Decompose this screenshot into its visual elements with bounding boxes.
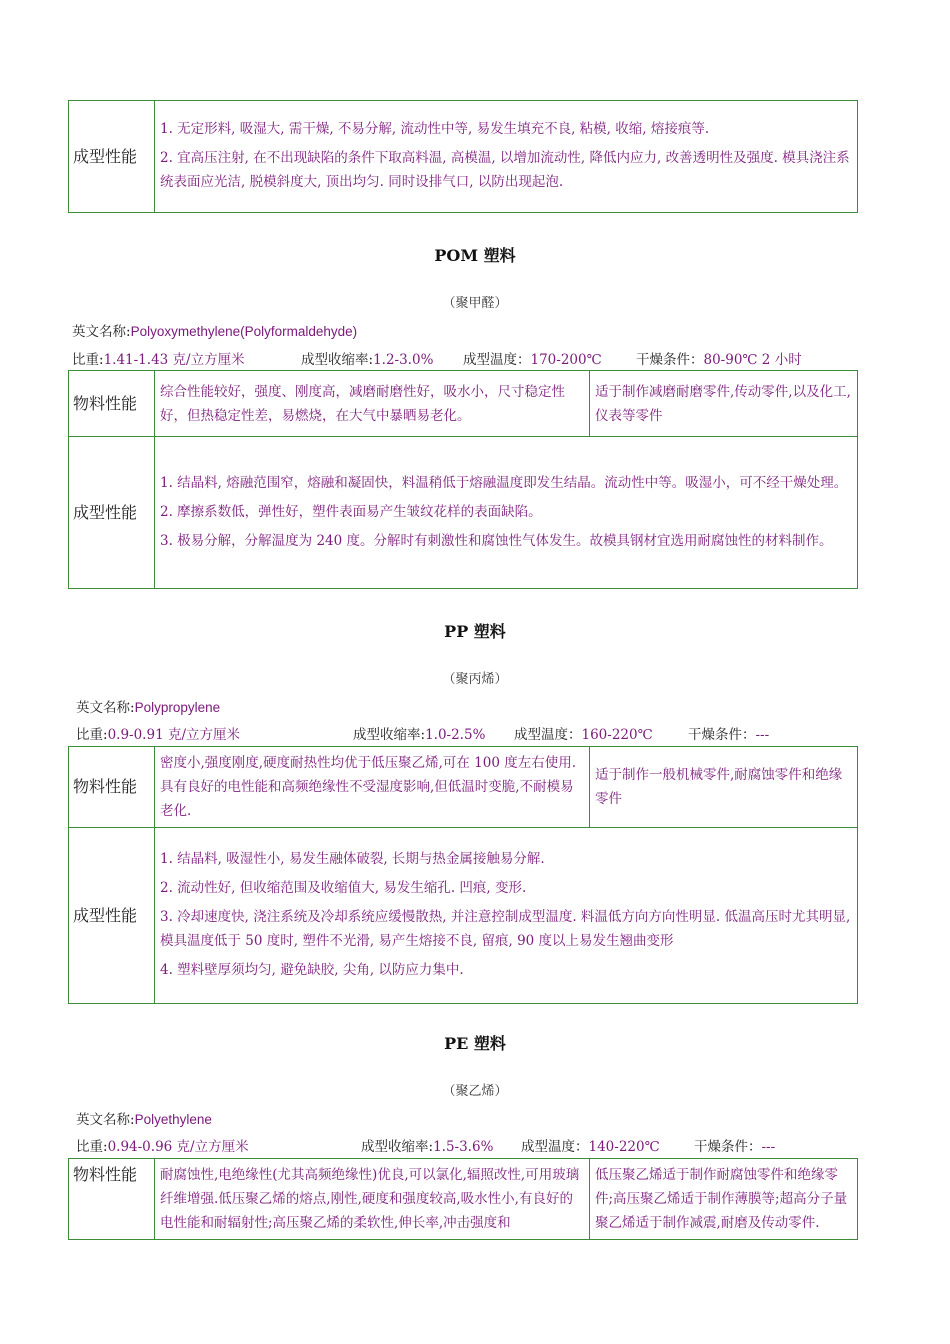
material-label: 物料性能 [69, 747, 155, 828]
pe-temp-line [521, 1135, 660, 1155]
pp-english-line [76, 696, 220, 716]
molding-label: 成型性能 [69, 101, 155, 213]
molding-item: 2. 摩擦系数低，弹性好，塑件表面易产生皱纹花样的表面缺陷。 [160, 503, 542, 520]
pp-density-line [76, 723, 240, 743]
molding-label: 成型性能 [69, 437, 155, 589]
pom-material-use: 适于制作减磨耐磨零件,传动零件,以及化工,仪表等零件 [590, 371, 858, 437]
dry-label: 干燥条件： [688, 727, 756, 743]
pp-material-use: 适于制作一般机械零件,耐腐蚀零件和绝缘零件 [590, 747, 858, 828]
pp-subtitle: （聚丙烯） [442, 672, 508, 687]
shrink-label: 成型收缩率: [361, 1139, 434, 1155]
pp-title: PP 塑料 [444, 622, 506, 641]
top-molding-table [68, 100, 858, 213]
shrink-label: 成型收缩率: [353, 727, 426, 743]
pp-material-desc: 密度小,强度刚度,硬度耐热性均优于低压聚乙烯,可在 100 度左右使用.具有良好的电性能和高频绝缘性不受湿度影响,但低温时变脆,不耐模易老化. [155, 747, 590, 828]
pp-table [68, 746, 858, 1004]
molding-item: 4. 塑料壁厚须均匀, 避免缺胶, 尖角, 以防应力集中. [160, 962, 464, 978]
pe-shrink: 1.5-3.6% [433, 1139, 494, 1155]
pom-title: POM 塑料 [434, 246, 516, 265]
material-label: 物料性能 [69, 371, 155, 437]
pe-subtitle: （聚乙烯） [442, 1084, 508, 1099]
molding-desc [155, 101, 858, 213]
pe-material-use: 低压聚乙烯适于制作耐腐蚀零件和绝缘零件;高压聚乙烯适于制作薄膜等;超高分子量聚乙烯适于制作减震,耐磨及传动零件. [590, 1159, 858, 1240]
pe-material-desc: 耐腐蚀性,电绝缘性(尤其高频绝缘性)优良,可以氯化,辐照改性,可用玻璃纤维增强.低压聚乙烯的熔点,刚性,硬度和强度较高,吸水性小,有良好的电性能和耐辐射性;高压聚乙烯的柔软性,伸长率,冲击强度和 [155, 1159, 590, 1240]
pom-temp: 170-200℃ [530, 352, 602, 368]
pom-shrink: 1.2-3.0% [373, 352, 434, 368]
pp-molding-desc [155, 828, 858, 1004]
pe-dry: --- [761, 1139, 776, 1155]
molding-item: 3. 极易分解，分解温度为 240 度。分解时有刺激性和腐蚀性气体发生。故模具钢材宜选用耐腐蚀性的材料制作。 [160, 532, 833, 549]
density-label: 比重: [72, 352, 104, 368]
pp-density: 0.9-0.91 克/立方厘米 [107, 727, 240, 743]
shrink-label: 成型收缩率: [301, 352, 374, 368]
density-label: 比重: [76, 727, 108, 743]
english-name-label: 英文名称: [72, 324, 131, 340]
pe-shrink-line [361, 1135, 493, 1155]
pom-table [68, 370, 858, 589]
dry-label: 干燥条件： [636, 352, 704, 368]
temp-label: 成型温度： [463, 352, 531, 368]
pe-density: 0.94-0.96 克/立方厘米 [107, 1139, 249, 1155]
molding-item: 1. 无定形料, 吸湿大, 需干燥, 不易分解, 流动性中等, 易发生填充不良, 粘模, 收缩, 熔接痕等. [160, 121, 710, 137]
temp-label: 成型温度： [514, 727, 582, 743]
pe-english-line [76, 1108, 212, 1128]
pp-dry-line [688, 723, 769, 743]
molding-item: 2. 宜高压注射, 在不出现缺陷的条件下取高料温, 高模温, 以增加流动性, 降低内应力, 改善透明性及强度. 模具浇注系统表面应光洁, 脱模斜度大, 顶出均匀. 同时设排气口, 以防出现起泡. [160, 150, 850, 190]
pom-molding-desc [155, 437, 858, 589]
english-name-label: 英文名称: [76, 1112, 135, 1128]
material-label: 物料性能 [69, 1159, 155, 1240]
pe-dry-line [694, 1135, 775, 1155]
molding-item: 1. 结晶料, 吸湿性小, 易发生融体破裂, 长期与热金属接触易分解. [160, 851, 545, 867]
pom-shrink-line [301, 348, 433, 368]
dry-label: 干燥条件： [694, 1139, 762, 1155]
pe-title: PE 塑料 [444, 1034, 506, 1053]
molding-label: 成型性能 [69, 828, 155, 1004]
english-name-label: 英文名称: [76, 700, 135, 716]
pp-shrink: 1.0-2.5% [425, 727, 486, 743]
temp-label: 成型温度： [521, 1139, 589, 1155]
molding-item: 1. 结晶料, 熔融范围窄，熔融和凝固快，料温稍低于熔融温度即发生结晶。流动性中等。吸湿小，可不经干燥处理。 [160, 474, 848, 491]
pom-english: Polyoxymethylene(Polyformaldehyde) [130, 324, 358, 339]
pe-table [68, 1158, 858, 1240]
pp-english: Polypropylene [134, 700, 221, 715]
pom-dry: 80-90℃ 2 小时 [703, 352, 802, 368]
pom-dry-line [636, 348, 802, 368]
pp-shrink-line [353, 723, 485, 743]
density-label: 比重: [76, 1139, 108, 1155]
pe-density-line [76, 1135, 249, 1155]
pom-subtitle: （聚甲醛） [442, 296, 508, 311]
pom-density: 1.41-1.43 克/立方厘米 [103, 352, 245, 368]
pom-material-desc: 综合性能较好，强度、刚度高，减磨耐磨性好，吸水小，尺寸稳定性好，但热稳定性差，易燃烧，在大气中暴晒易老化。 [155, 371, 590, 437]
molding-item: 3. 冷却速度快, 浇注系统及冷却系统应缓慢散热, 并注意控制成型温度. 料温低方向方向性明显. 低温高压时尤其明显, 模具温度低于 50 度时, 塑件不光滑, 易产生熔接不良, 留痕, 90 度以上易发生翘曲变形 [160, 909, 851, 949]
pe-temp: 140-220℃ [588, 1139, 660, 1155]
molding-item: 2. 流动性好, 但收缩范围及收缩值大, 易发生缩孔. 凹痕, 变形. [160, 880, 527, 896]
pp-temp-line [514, 723, 653, 743]
pp-temp: 160-220℃ [581, 727, 653, 743]
pom-density-line [72, 348, 245, 368]
pom-english-line [72, 320, 357, 340]
pp-dry: --- [755, 727, 770, 743]
pom-temp-line [463, 348, 602, 368]
pe-english: Polyethylene [134, 1112, 212, 1127]
